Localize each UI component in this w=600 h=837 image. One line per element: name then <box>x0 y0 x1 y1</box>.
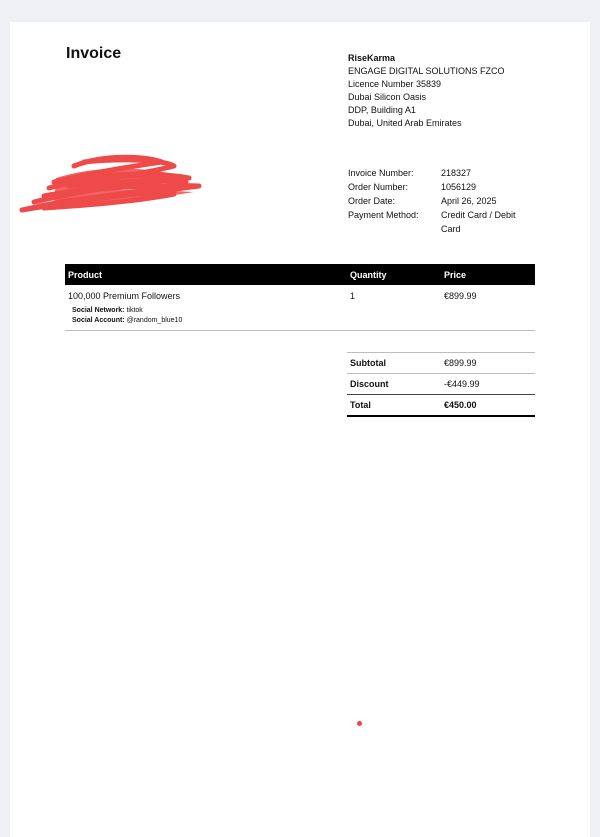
product-name: 100,000 Premium Followers <box>68 291 181 301</box>
meta-order-number-row <box>348 180 527 194</box>
seller-address-line1: Dubai Silicon Oasis <box>348 92 427 102</box>
totals-table <box>347 352 535 417</box>
order-number-label: Order Number: <box>348 182 409 192</box>
meta-order-date-row <box>348 194 527 208</box>
order-date-label: Order Date: <box>348 196 396 206</box>
network-label: Social Network: <box>72 307 125 314</box>
total-label: Total <box>350 400 371 410</box>
invoice-title: Invoice <box>66 45 122 62</box>
quantity-cell: 1 <box>350 291 356 301</box>
redaction-scribble <box>14 152 204 220</box>
table-header <box>65 264 535 285</box>
product-cell <box>65 291 347 330</box>
order-number-value: 1056129 <box>441 182 477 192</box>
seller-name: RiseKarma <box>348 53 396 63</box>
product-account <box>68 316 347 326</box>
table-row <box>65 285 535 331</box>
account-value: @random_blue10 <box>126 317 183 324</box>
subtotal-value: €899.99 <box>444 358 477 368</box>
meta-payment-method-row <box>348 208 527 236</box>
discount-label: Discount <box>350 379 389 389</box>
price-cell: €899.99 <box>444 291 477 301</box>
seller-licence: Licence Number 35839 <box>348 79 442 89</box>
network-value: tiktok <box>126 307 143 314</box>
seller-company: ENGAGE DIGITAL SOLUTIONS FZCO <box>348 66 505 76</box>
invoice-number-value: 218327 <box>441 168 472 178</box>
total-value: €450.00 <box>444 400 477 410</box>
invoice-page <box>10 22 590 837</box>
order-meta <box>348 166 527 236</box>
header-quantity: Quantity <box>350 269 387 280</box>
invoice-number-label: Invoice Number: <box>348 168 414 178</box>
header-product: Product <box>68 269 103 280</box>
payment-method-value: Credit Card / Debit Card <box>441 210 516 234</box>
seller-address-line3: Dubai, United Arab Emirates <box>348 118 462 128</box>
payment-method-label: Payment Method: <box>348 210 419 220</box>
red-dot-mark <box>357 721 362 726</box>
header-price: Price <box>444 269 467 280</box>
product-network <box>68 306 347 316</box>
order-date-value: April 26, 2025 <box>441 196 497 206</box>
meta-invoice-number-row <box>348 166 527 180</box>
subtotal-label: Subtotal <box>350 358 386 368</box>
discount-value: -€449.99 <box>444 379 480 389</box>
seller-address-line2: DDP, Building A1 <box>348 105 416 115</box>
account-label: Social Account: <box>72 317 125 324</box>
seller-info <box>348 52 505 130</box>
subtotal-row <box>347 352 535 373</box>
total-row <box>347 394 535 417</box>
line-items-table <box>65 264 535 331</box>
discount-row <box>347 373 535 394</box>
